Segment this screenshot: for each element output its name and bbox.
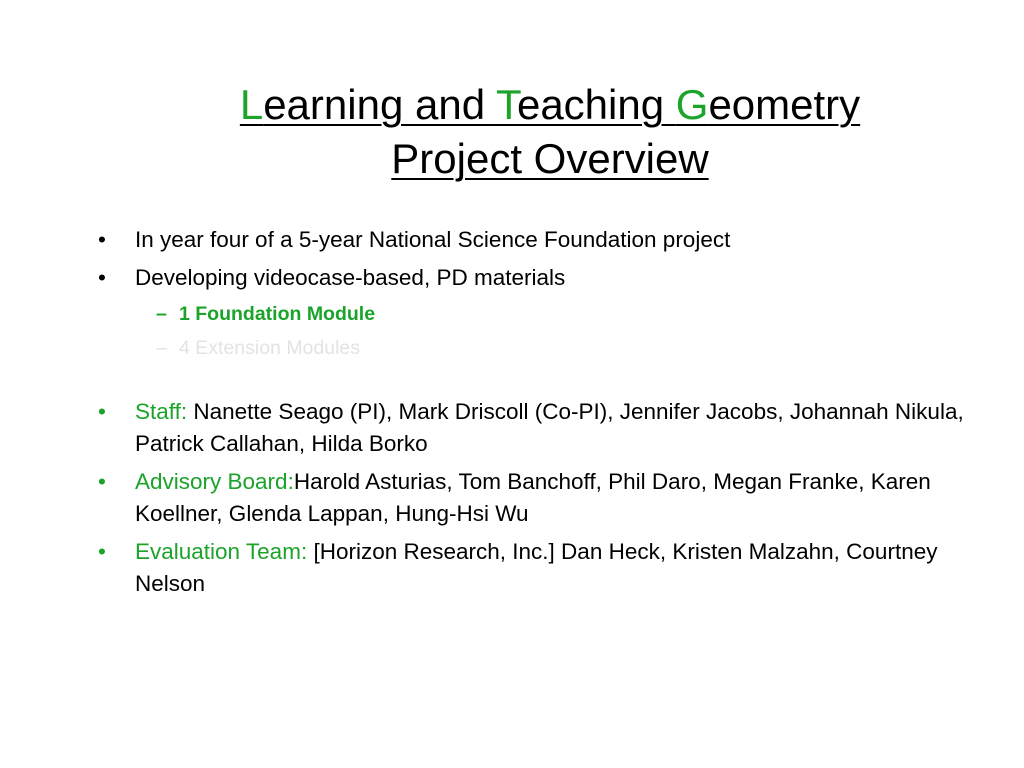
subbullet-text: 4 Extension Modules <box>179 337 361 359</box>
bullet-advisory-board <box>98 466 978 530</box>
bullet-text: Developing videocase-based, PD materials <box>135 265 566 290</box>
bullet-staff <box>98 396 978 460</box>
subbullet-foundation-module <box>98 300 978 328</box>
advisory-text: Harold Asturias, Tom Banchoff, Phil Daro, Megan Franke, Karen Koellner, Glenda Lappan, Hung-Hsi Wu <box>135 469 931 526</box>
dash-marker: – <box>156 337 167 359</box>
advisory-label: Advisory Board: <box>135 469 294 494</box>
subbullet-text: 1 Foundation Module <box>179 303 376 325</box>
title-text-earning-and: earning and <box>263 81 496 128</box>
subbullet-extension-modules <box>98 334 978 362</box>
title-text-eometry: eometry <box>708 81 861 128</box>
bullet-marker: • <box>98 469 106 494</box>
title-accent-t: T <box>495 81 517 128</box>
dash-marker: – <box>156 303 167 325</box>
bullet-text: In year four of a 5-year National Science Foundation project <box>135 227 731 252</box>
title-accent-g: G <box>675 81 709 128</box>
bullet-marker: • <box>98 265 106 290</box>
bullet-evaluation-team <box>98 536 978 600</box>
evaluation-label: Evaluation Team: <box>135 539 308 564</box>
bullet-year-four <box>98 224 978 256</box>
title-line-1 <box>130 78 970 132</box>
spacer <box>98 368 978 396</box>
bullet-developing-materials <box>98 262 978 294</box>
staff-text: Nanette Seago (PI), Mark Driscoll (Co-PI), Jennifer Jacobs, Johannah Nikula, Patrick Callahan, Hilda Borko <box>135 399 964 456</box>
bullet-marker: • <box>98 399 106 424</box>
bullet-marker: • <box>98 227 106 252</box>
title-accent-l: L <box>239 81 264 128</box>
title-text-eaching: eaching <box>516 81 676 128</box>
slide-body <box>98 224 978 606</box>
staff-label: Staff: <box>135 399 188 424</box>
title-line-2: Project Overview <box>391 135 709 182</box>
evaluation-text: [Horizon Research, Inc.] Dan Heck, Kristen Malzahn, Courtney Nelson <box>135 539 938 596</box>
slide-title <box>130 78 970 186</box>
bullet-marker: • <box>98 539 106 564</box>
